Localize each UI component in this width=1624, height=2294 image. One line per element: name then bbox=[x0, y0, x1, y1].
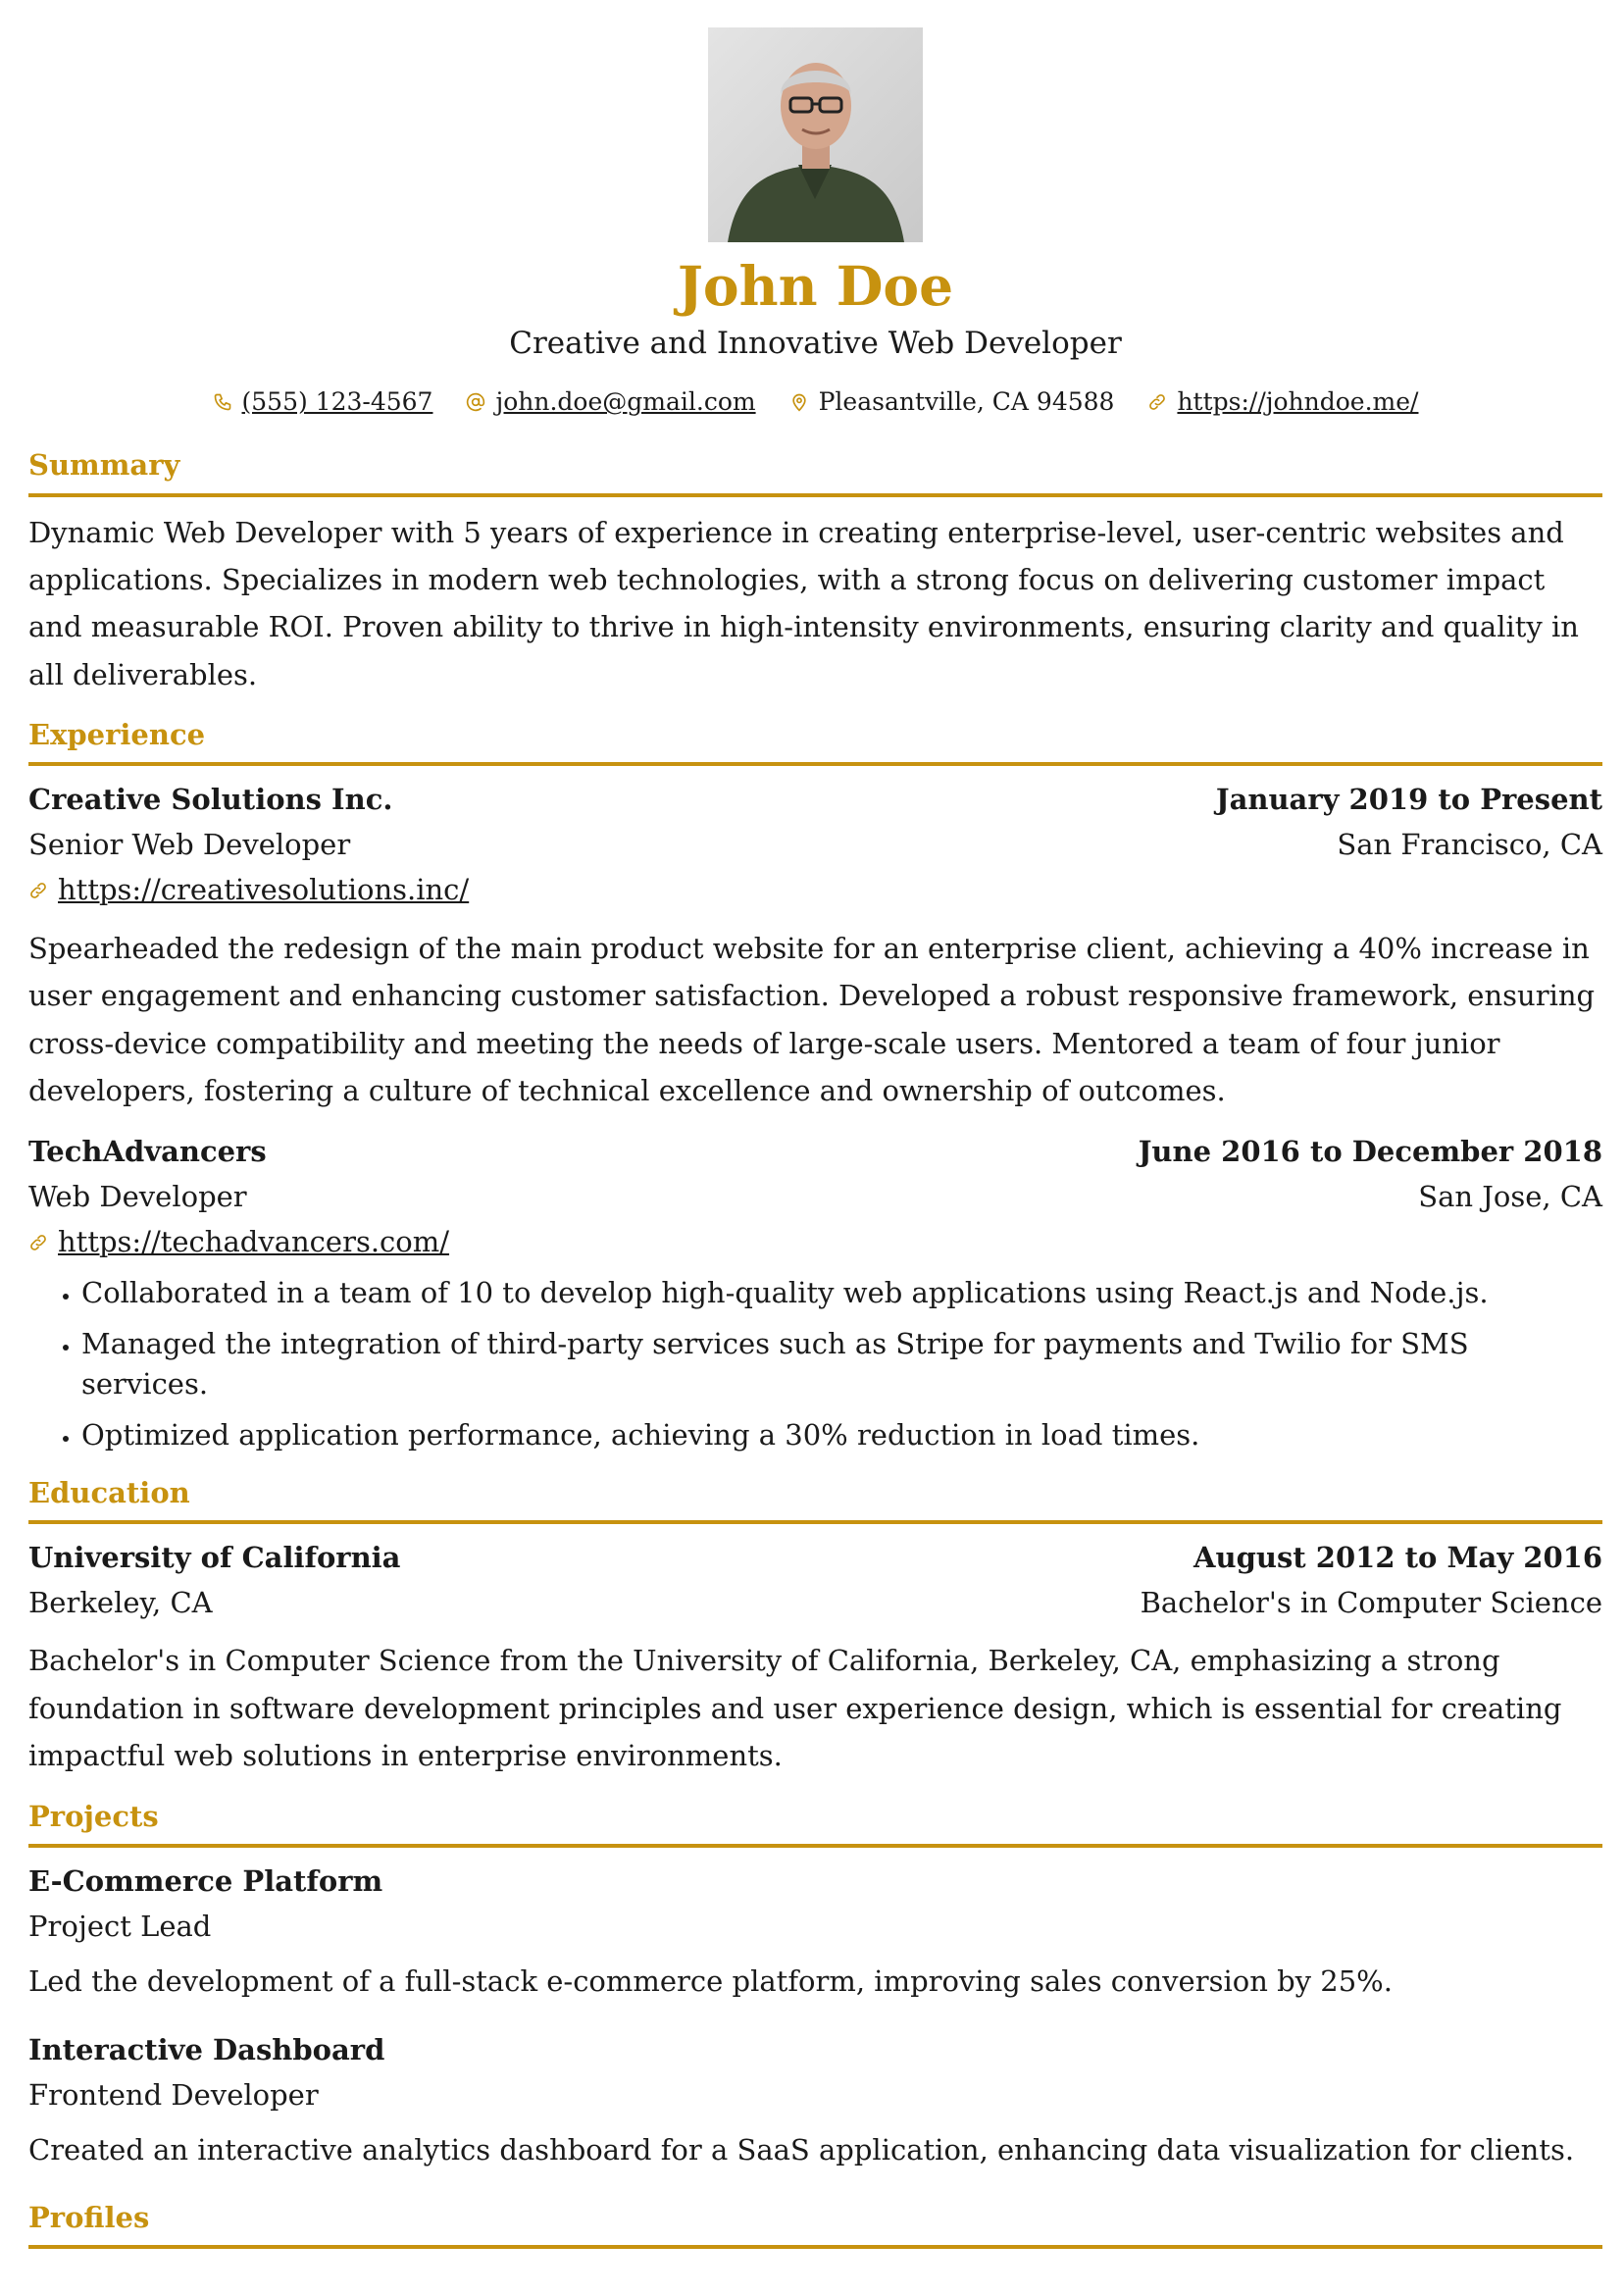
summary-text: Dynamic Web Developer with 5 years of experience in creating enterprise-level, user-centric websites and applications. Specializes in modern web technologies, with a strong focus on delivering customer impact and measurable ROI. Proven ability to thrive in high-intensity environments, ensuring clarity and quality in all deliverables. bbox=[28, 515, 1579, 691]
project-description: Led the development of a full-stack e-commerce platform, improving sales conversion by 25%. bbox=[28, 1964, 1393, 1999]
degree: Bachelor's in Computer Science bbox=[1140, 1585, 1602, 1619]
candidate-name: John Doe bbox=[677, 254, 954, 318]
section-title-education: Education bbox=[28, 1474, 1602, 1524]
contact-bar bbox=[28, 384, 1602, 419]
contact-location bbox=[789, 384, 1115, 419]
employment-dates: January 2019 to Present bbox=[1215, 783, 1602, 817]
company-name: TechAdvancers bbox=[28, 1135, 267, 1169]
experience-entry bbox=[28, 1130, 1602, 1455]
project-entry bbox=[28, 1860, 1602, 2005]
job-bullets bbox=[28, 1273, 1602, 1456]
job-location: San Francisco, CA bbox=[1337, 828, 1602, 862]
candidate-headline: Creative and Innovative Web Developer bbox=[509, 326, 1122, 361]
company-url[interactable]: https://techadvancers.com/ bbox=[58, 1225, 450, 1259]
link-icon bbox=[28, 881, 48, 900]
map-pin-icon bbox=[789, 392, 809, 412]
job-title: Web Developer bbox=[28, 1180, 247, 1214]
company-url[interactable]: https://creativesolutions.inc/ bbox=[58, 872, 470, 906]
project-name: Interactive Dashboard bbox=[28, 2032, 385, 2066]
location-text: Pleasantville, CA 94588 bbox=[818, 387, 1115, 417]
contact-email bbox=[466, 384, 755, 419]
profile-photo-image bbox=[708, 27, 923, 242]
section-title-summary: Summary bbox=[28, 446, 1602, 496]
institution-location: Berkeley, CA bbox=[28, 1585, 213, 1619]
phone-link[interactable]: (555) 123-4567 bbox=[241, 387, 433, 417]
project-role: Frontend Developer bbox=[28, 2077, 319, 2112]
education-dates: August 2012 to May 2016 bbox=[1193, 1540, 1602, 1574]
education-description: Bachelor's in Computer Science from the University of California, Berkeley, CA, emphasizing a strong foundation in software development principles and user experience design, which is essential for creating impactful web solutions in enterprise environments. bbox=[28, 1644, 1562, 1773]
link-icon bbox=[28, 1233, 48, 1252]
bullet-item: • Managed the integration of third-party services such as Stripe for payments and Twilio for SMS services. bbox=[81, 1324, 1602, 1404]
profile-photo bbox=[708, 27, 923, 242]
contact-phone bbox=[213, 384, 433, 419]
experience-entry bbox=[28, 778, 1602, 1114]
institution-name: University of California bbox=[28, 1540, 401, 1574]
company-link-row bbox=[28, 868, 1602, 913]
section-title-projects: Projects bbox=[28, 1798, 1602, 1848]
project-entry bbox=[28, 2028, 1602, 2173]
job-description: Spearheaded the redesign of the main product website for an enterprise client, achieving a 40% increase in user engagement and enhancing customer satisfaction. Developed a robust responsive framework, ensuring cross-device compatibility and meeting the needs of large-scale users. Mentored a team of four junior developers, fostering a culture of technical excellence and ownership of outcomes. bbox=[28, 931, 1596, 1108]
section-title-experience: Experience bbox=[28, 716, 1602, 766]
bullet-item: • Collaborated in a team of 10 to develop high-quality web applications using React.js and Node.js. bbox=[81, 1273, 1602, 1313]
project-role: Project Lead bbox=[28, 1909, 212, 1943]
job-location: San Jose, CA bbox=[1418, 1180, 1602, 1214]
company-link-row bbox=[28, 1220, 1602, 1265]
at-sign-icon bbox=[466, 392, 485, 412]
resume-page bbox=[28, 27, 1602, 2249]
project-description: Created an interactive analytics dashboard for a SaaS application, enhancing data visualization for clients. bbox=[28, 2133, 1575, 2167]
employment-dates: June 2016 to December 2018 bbox=[1138, 1135, 1602, 1169]
bullet-item: • Optimized application performance, achieving a 30% reduction in load times. bbox=[81, 1415, 1602, 1455]
email-link[interactable]: john.doe@gmail.com bbox=[495, 387, 756, 417]
phone-icon bbox=[213, 392, 232, 412]
section-title-profiles: Profiles bbox=[28, 2199, 1602, 2249]
education-entry bbox=[28, 1536, 1602, 1780]
link-icon bbox=[1147, 392, 1167, 412]
job-title: Senior Web Developer bbox=[28, 828, 351, 862]
project-name: E-Commerce Platform bbox=[28, 1863, 383, 1898]
company-name: Creative Solutions Inc. bbox=[28, 783, 393, 817]
contact-website bbox=[1147, 384, 1418, 419]
website-link[interactable]: https://johndoe.me/ bbox=[1177, 387, 1419, 417]
